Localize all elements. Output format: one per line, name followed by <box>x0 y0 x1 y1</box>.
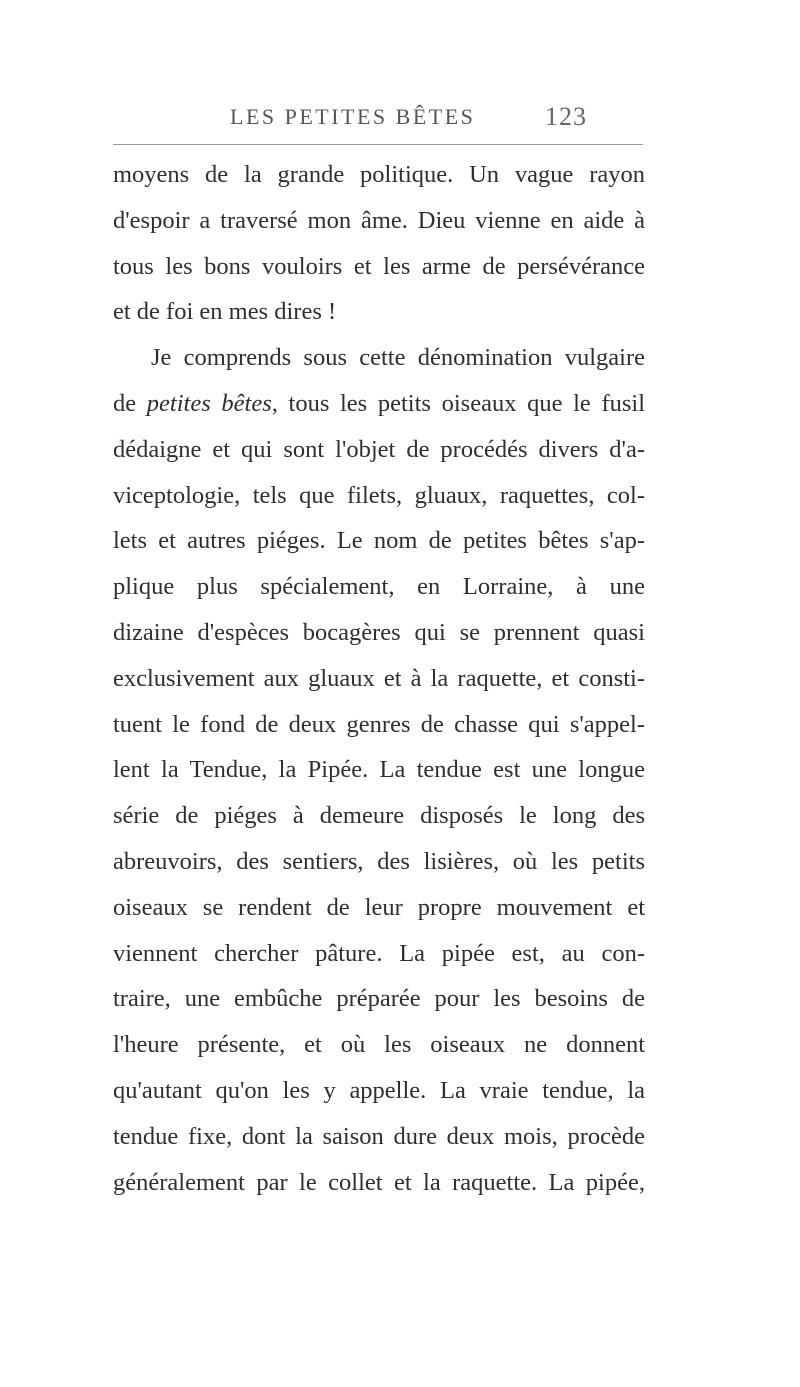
text-run: tous les petits oiseaux que le fusil <box>277 389 646 417</box>
text-line: Je comprends sous cette dénomination vulgaire <box>151 344 645 372</box>
text-line: qu'autant qu'on les y appelle. La vraie tendue, la <box>113 1076 645 1104</box>
text-line: tendue fixe, dont la saison dure deux mois, procède <box>113 1122 645 1150</box>
text-line: dizaine d'espèces bocagères qui se prennent quasi <box>113 618 645 646</box>
text-run: de <box>113 389 147 417</box>
text-line: traire, une embûche préparée pour les besoins de <box>113 985 645 1013</box>
text-line: généralement par le collet et la raquette. La pipée, <box>113 1168 645 1196</box>
italic-term: petites bêtes, <box>146 389 278 417</box>
text-line: moyens de la grande politique. Un vague rayon <box>113 161 645 188</box>
text-line: dédaigne et qui sont l'objet de procédés divers d'a- <box>113 435 645 463</box>
text-line: plique plus spécialement, en Lorraine, à une <box>113 573 645 601</box>
header-rule <box>113 144 643 145</box>
body-text <box>113 152 645 1205</box>
text-line: l'heure présente, et où les oiseaux ne donnent <box>113 1031 645 1059</box>
text-line: viceptologie, tels que filets, gluaux, raquettes, col- <box>113 481 645 509</box>
text-line: abreuvoirs, des sentiers, des lisières, où les petits <box>113 847 645 875</box>
page-number: 123 <box>545 102 587 131</box>
text-line: exclusivement aux gluaux et à la raquette, et consti- <box>113 664 645 692</box>
text-line: tous les bons vouloirs et les arme de persévérance <box>113 252 645 280</box>
text-line: série de piéges à demeure disposés le long des <box>113 802 645 830</box>
text-line: oiseaux se rendent de leur propre mouvement et <box>113 893 645 921</box>
text-line <box>113 381 645 427</box>
running-head-title: LES PETITES BÊTES <box>230 104 476 129</box>
running-head <box>220 100 600 140</box>
text-line: tuent le fond de deux genres de chasse qui s'appel- <box>113 710 645 738</box>
text-line: d'espoir a traversé mon âme. Dieu vienne en aide à <box>113 206 645 234</box>
text-line: lent la Tendue, la Pipée. La tendue est une longue <box>113 756 645 784</box>
text-line: et de foi en mes dires ! <box>113 298 337 326</box>
text-line: viennent chercher pâture. La pipée est, au con- <box>113 939 645 967</box>
text-line: lets et autres piéges. Le nom de petites bêtes s'ap- <box>113 527 645 555</box>
